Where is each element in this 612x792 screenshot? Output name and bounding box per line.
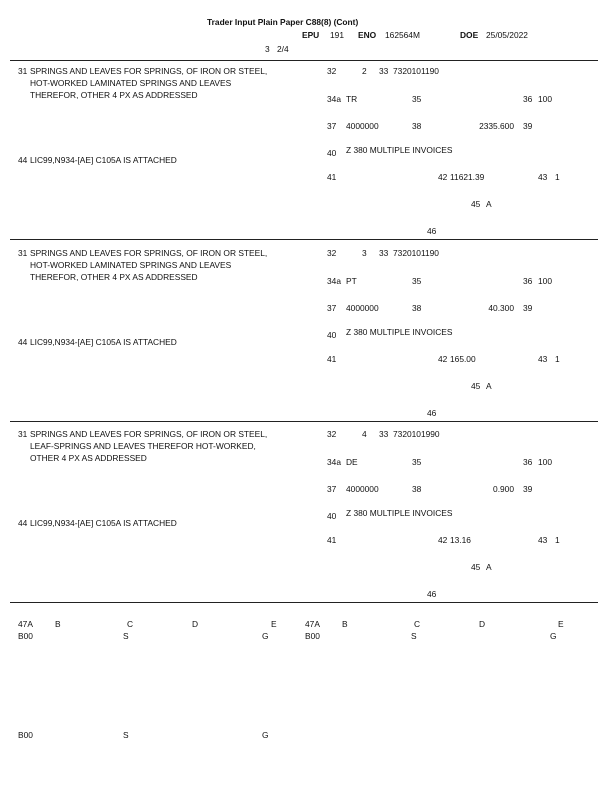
box36-label: 36 <box>523 276 533 286</box>
box47-left-label: 47A <box>18 619 33 629</box>
item-number: 4 <box>362 429 367 439</box>
country-of-origin: DE <box>346 457 358 467</box>
page-of: 2/4 <box>277 44 289 54</box>
box46-label: 46 <box>427 589 437 599</box>
goods-description-line: SPRINGS AND LEAVES FOR SPRINGS, OF IRON OR STEEL, <box>30 66 268 76</box>
epu-label: EPU <box>302 30 320 40</box>
box47-left-row-type: B00 <box>18 730 33 740</box>
box33-label: 33 <box>379 66 389 76</box>
box45-value: A <box>486 381 492 391</box>
box36-value: 100 <box>538 276 552 286</box>
country-of-origin: PT <box>346 276 357 286</box>
box47-left-col-b: B <box>55 619 61 629</box>
box34a-label: 34a <box>327 457 341 467</box>
item-divider <box>10 602 598 603</box>
box47-left-col-e: E <box>271 619 277 629</box>
goods-description-line: SPRINGS AND LEAVES FOR SPRINGS, OF IRON OR STEEL, <box>30 429 268 439</box>
box39-label: 39 <box>523 303 533 313</box>
box35-label: 35 <box>412 94 422 104</box>
box42-label: 42 <box>438 535 448 545</box>
box47-left-row-type: B00 <box>18 631 33 641</box>
box36-label: 36 <box>523 457 533 467</box>
box45-label: 45 <box>471 381 481 391</box>
item-number: 2 <box>362 66 367 76</box>
box35-label: 35 <box>412 457 422 467</box>
previous-document: Z 380 MULTIPLE INVOICES <box>346 508 453 518</box>
box37-label: 37 <box>327 484 337 494</box>
item-price: 165.00 <box>450 354 476 364</box>
box47-left-col-d: D <box>192 619 199 629</box>
box45-label: 45 <box>471 199 481 209</box>
net-mass: 2335.600 <box>479 121 514 131</box>
box38-label: 38 <box>412 303 422 313</box>
goods-description-line: LEAF-SPRINGS AND LEAVES THEREFOR HOT-WORKED, <box>30 441 256 451</box>
box37-label: 37 <box>327 303 337 313</box>
box47-left-row-c: S <box>123 631 129 641</box>
box36-label: 36 <box>523 94 533 104</box>
net-mass: 0.900 <box>493 484 514 494</box>
box46-label: 46 <box>427 226 437 236</box>
box44-label: 44 <box>18 337 28 347</box>
box42-label: 42 <box>438 354 448 364</box>
box31-label: 31 <box>18 429 28 439</box>
box44-label: 44 <box>18 518 28 528</box>
box45-label: 45 <box>471 562 481 572</box>
doe-value: 25/05/2022 <box>486 30 528 40</box>
item-price: 13.16 <box>450 535 471 545</box>
box47-right-col-d: D <box>479 619 486 629</box>
box35-label: 35 <box>412 276 422 286</box>
box47-right-label: 47A <box>305 619 320 629</box>
box32-label: 32 <box>327 66 337 76</box>
box38-label: 38 <box>412 484 422 494</box>
box34a-label: 34a <box>327 94 341 104</box>
box43-label: 43 <box>538 535 548 545</box>
page-box-number: 3 <box>265 44 270 54</box>
box47-left-row-e: G <box>262 631 269 641</box>
box41-label: 41 <box>327 354 337 364</box>
box47-left-row-e: G <box>262 730 269 740</box>
box41-label: 41 <box>327 172 337 182</box>
cpc-code: 4000000 <box>346 303 379 313</box>
box45-value: A <box>486 562 492 572</box>
cpc-code: 4000000 <box>346 121 379 131</box>
item-number: 3 <box>362 248 367 258</box>
box44-label: 44 <box>18 155 28 165</box>
goods-description-line: HOT-WORKED LAMINATED SPRINGS AND LEAVES <box>30 78 232 88</box>
box47-right-col-e: E <box>558 619 564 629</box>
item-block <box>0 0 612 236</box>
goods-description-line: THEREFOR, OTHER 4 PX AS ADDRESSED <box>30 272 198 282</box>
box40-label: 40 <box>327 511 337 521</box>
previous-document: Z 380 MULTIPLE INVOICES <box>346 145 453 155</box>
box32-label: 32 <box>327 248 337 258</box>
box42-label: 42 <box>438 172 448 182</box>
box39-label: 39 <box>523 484 533 494</box>
eno-value: 162564M <box>385 30 420 40</box>
page-title: Trader Input Plain Paper C88(8) (Cont) <box>207 17 359 27</box>
country-of-origin: TR <box>346 94 358 104</box>
goods-description-line: THEREFOR, OTHER 4 PX AS ADDRESSED <box>30 90 198 100</box>
box47-left-row-c: S <box>123 730 129 740</box>
box33-label: 33 <box>379 248 389 258</box>
net-mass: 40.300 <box>488 303 514 313</box>
box45-value: A <box>486 199 492 209</box>
box43-value: 1 <box>555 354 560 364</box>
box43-label: 43 <box>538 172 548 182</box>
box33-label: 33 <box>379 429 389 439</box>
goods-description-line: HOT-WORKED LAMINATED SPRINGS AND LEAVES <box>30 260 232 270</box>
box32-label: 32 <box>327 429 337 439</box>
goods-description-line: OTHER 4 PX AS ADDRESSED <box>30 453 147 463</box>
box43-value: 1 <box>555 172 560 182</box>
commodity-code: 7320101190 <box>393 66 439 76</box>
box36-value: 100 <box>538 94 552 104</box>
eno-label: ENO <box>358 30 377 40</box>
box47-right-col-b: B <box>342 619 348 629</box>
box31-label: 31 <box>18 248 28 258</box>
box43-value: 1 <box>555 535 560 545</box>
cpc-code: 4000000 <box>346 484 379 494</box>
box47-left-col-c: C <box>127 619 134 629</box>
commodity-code: 7320101190 <box>393 248 439 258</box>
commodity-code: 7320101990 <box>393 429 440 439</box>
box36-value: 100 <box>538 457 552 467</box>
previous-document: Z 380 MULTIPLE INVOICES <box>346 327 453 337</box>
box40-label: 40 <box>327 330 337 340</box>
box47-right-row-c: S <box>411 631 417 641</box>
box44-text: LIC99,N934-[AE] C105A IS ATTACHED <box>30 155 177 165</box>
item-block <box>0 363 612 599</box>
box47-right-row-e: G <box>550 631 557 641</box>
box37-label: 37 <box>327 121 337 131</box>
box38-label: 38 <box>412 121 422 131</box>
box40-label: 40 <box>327 148 337 158</box>
box34a-label: 34a <box>327 276 341 286</box>
box46-label: 46 <box>427 408 437 418</box>
box47-right-row-type: B00 <box>305 631 320 641</box>
doe-label: DOE <box>460 30 479 40</box>
box44-text: LIC99,N934-[AE] C105A IS ATTACHED <box>30 337 177 347</box>
box39-label: 39 <box>523 121 533 131</box>
box31-label: 31 <box>18 66 28 76</box>
epu-value: 191 <box>330 30 344 40</box>
box44-text: LIC99,N934-[AE] C105A IS ATTACHED <box>30 518 177 528</box>
goods-description-line: SPRINGS AND LEAVES FOR SPRINGS, OF IRON OR STEEL, <box>30 248 268 258</box>
item-block <box>0 182 612 418</box>
box43-label: 43 <box>538 354 548 364</box>
item-price: 11621.39 <box>450 172 485 182</box>
box47-right-col-c: C <box>414 619 421 629</box>
box41-label: 41 <box>327 535 337 545</box>
